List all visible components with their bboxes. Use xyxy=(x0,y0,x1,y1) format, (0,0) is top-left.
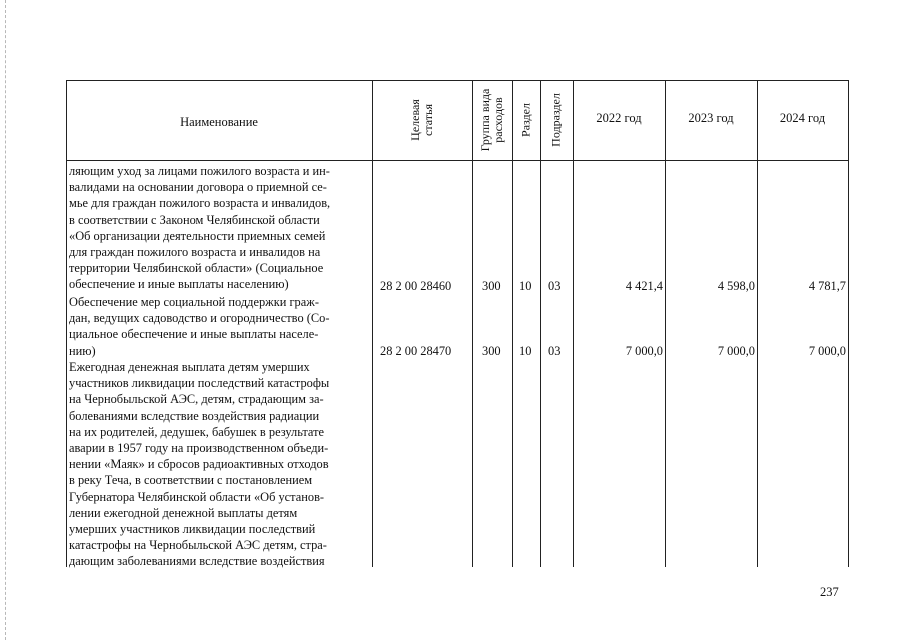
header-subsection: Подраздел xyxy=(548,93,563,147)
header-section: Раздел xyxy=(518,103,533,137)
row-2-section: 10 xyxy=(519,344,532,358)
row-1-name: ляющим уход за лицами пожилого возраста и ин- валидами на основании договора о приемной се- мье для граждан пожилого возраста и инвалидов, в соответствии с Законом Челябинской области «Об организации деятельности приемных семей для граждан пожилого возраста и инвалидов на территории Челябинской области» (Социальное обеспечение и иные выплаты населению) xyxy=(69,164,331,292)
row-3-name: Ежегодная денежная выплата детям умерших участников ликвидации последствий катастрофы на Чернобыльской АЭС, детям, страдающим за- болеваниями вследствие воздействия радиации на их родителей, дедушек, бабушек в результате аварии в 1957 году на производственном объеди- нении «Маяк» и сбросов радиоактивных отходов в реку Теча, в соответствии с постановлением Губернатора Челябинской области «Об установ- лении ежегодной денежной выплаты детям умерших участников ликвидации последствий катастрофы на Чернобыльской АЭС детям, стра- дающим заболеваниями вследствие воздействия xyxy=(69,360,330,569)
row-2-value-2024: 7 000,0 xyxy=(808,344,846,358)
header-2023: 2023 год xyxy=(688,111,734,125)
row-1-value-2022: 4 421,4 xyxy=(625,279,663,293)
row-1-subsection: 03 xyxy=(548,279,561,293)
col-separator xyxy=(573,80,574,567)
header-2024: 2024 год xyxy=(779,111,826,125)
row-1-value-2023: 4 598,0 xyxy=(717,279,755,293)
col-separator xyxy=(757,80,758,567)
col-separator xyxy=(848,80,849,567)
header-separator xyxy=(66,160,849,161)
col-separator xyxy=(665,80,666,567)
header-name: Наименование xyxy=(180,115,258,129)
row-2-article: 28 2 00 28470 xyxy=(380,344,452,358)
col-separator xyxy=(512,80,513,567)
col-separator xyxy=(472,80,473,567)
header-expense-group: Группа вида расходов xyxy=(478,88,505,152)
row-2-name: Обеспечение мер социальной поддержки граж- дан, ведущих садоводство и огородничество (Со- циальное обеспечение и иные выплаты населе- нию) xyxy=(69,295,330,358)
row-1-value-2024: 4 781,7 xyxy=(808,279,846,293)
page-number: 237 xyxy=(820,585,839,599)
header-2022: 2022 год xyxy=(596,111,642,125)
header-target-article: Целевая статья xyxy=(408,99,435,141)
row-2-value-2022: 7 000,0 xyxy=(625,344,663,358)
row-2-value-2023: 7 000,0 xyxy=(717,344,755,358)
scan-edge-line xyxy=(5,0,6,640)
col-separator xyxy=(372,80,373,567)
row-1-section: 10 xyxy=(519,279,532,293)
row-1-group: 300 xyxy=(482,279,501,293)
col-separator xyxy=(540,80,541,567)
row-2-group: 300 xyxy=(482,344,501,358)
row-1-article: 28 2 00 28460 xyxy=(380,279,452,293)
row-2-subsection: 03 xyxy=(548,344,561,358)
